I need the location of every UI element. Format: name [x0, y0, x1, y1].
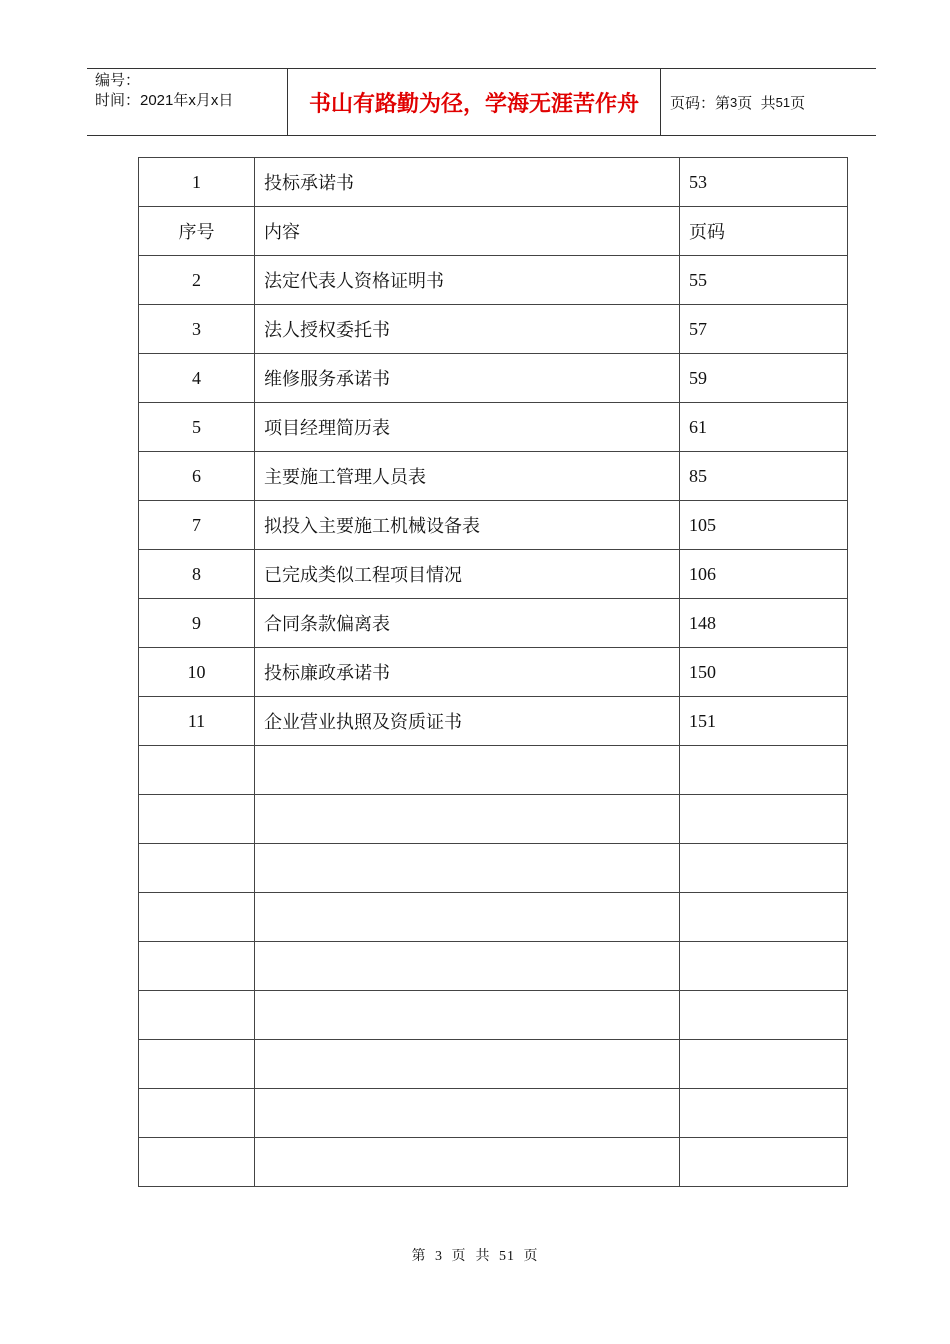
table-row: [139, 1040, 848, 1089]
row-page-cell: [680, 844, 848, 893]
row-number-cell: [139, 795, 255, 844]
row-content-cell: 主要施工管理人员表: [255, 452, 680, 501]
time-label: 时间：2021年x月x日: [95, 92, 234, 109]
page-prefix: 页码：第: [670, 94, 731, 112]
row-content-cell: [255, 1040, 680, 1089]
table-row: [139, 305, 848, 354]
table-row: [139, 942, 848, 991]
row-number-cell: [139, 942, 255, 991]
table-row: [139, 697, 848, 746]
table-row: [139, 1089, 848, 1138]
row-number-cell: 2: [139, 256, 255, 305]
row-page-cell: 59: [680, 354, 848, 403]
row-number-cell: [139, 844, 255, 893]
row-number-cell: [139, 746, 255, 795]
table-row: [139, 550, 848, 599]
footer-current: 3: [435, 1249, 443, 1264]
header-meta: [87, 69, 288, 135]
header-page-info: [661, 69, 876, 135]
table-row: [139, 354, 848, 403]
row-number-cell: [139, 991, 255, 1040]
row-number-cell: 4: [139, 354, 255, 403]
page-footer: [0, 1245, 950, 1265]
row-number-cell: 1: [139, 158, 255, 207]
table-row: [139, 207, 848, 256]
footer-suffix: 页: [523, 1249, 539, 1264]
row-page-cell: [680, 746, 848, 795]
row-page-cell: 106: [680, 550, 848, 599]
row-number-cell: 3: [139, 305, 255, 354]
row-content-cell: 投标廉政承诺书: [255, 648, 680, 697]
row-number-cell: 7: [139, 501, 255, 550]
row-number-cell: 11: [139, 697, 255, 746]
code-label: 编号：: [95, 72, 141, 89]
table-row: [139, 403, 848, 452]
contents-table-body: [139, 158, 848, 1187]
row-number-cell: 9: [139, 599, 255, 648]
row-page-cell: 150: [680, 648, 848, 697]
row-content-cell: [255, 1138, 680, 1187]
row-content-cell: [255, 893, 680, 942]
row-page-cell: 85: [680, 452, 848, 501]
row-content-cell: [255, 1089, 680, 1138]
table-row: [139, 795, 848, 844]
row-number-cell: 10: [139, 648, 255, 697]
row-content-cell: [255, 844, 680, 893]
footer-prefix: 第: [411, 1249, 427, 1264]
row-page-cell: [680, 893, 848, 942]
header-motto: 书山有路勤为径，学海无涯苦作舟: [288, 69, 661, 135]
table-row: [139, 501, 848, 550]
table-row: [139, 991, 848, 1040]
table-row: [139, 1138, 848, 1187]
page-current: 3: [730, 94, 738, 110]
row-page-cell: 55: [680, 256, 848, 305]
row-content-cell: 已完成类似工程项目情况: [255, 550, 680, 599]
row-page-cell: 53: [680, 158, 848, 207]
row-page-cell: [680, 1138, 848, 1187]
contents-table: [138, 157, 848, 1187]
row-content-cell: 合同条款偏离表: [255, 599, 680, 648]
page-total: 51: [775, 94, 791, 110]
page-suffix: 页: [790, 94, 806, 112]
table-row: [139, 599, 848, 648]
footer-mid: 页 共: [451, 1249, 491, 1264]
row-number-cell: [139, 893, 255, 942]
row-number-cell: 6: [139, 452, 255, 501]
row-content-cell: 维修服务承诺书: [255, 354, 680, 403]
row-content-cell: [255, 795, 680, 844]
row-number-cell: [139, 1040, 255, 1089]
row-number-cell: 5: [139, 403, 255, 452]
row-page-cell: 61: [680, 403, 848, 452]
row-number-cell: 序号: [139, 207, 255, 256]
table-row: [139, 893, 848, 942]
row-number-cell: 8: [139, 550, 255, 599]
table-row: [139, 844, 848, 893]
row-content-cell: [255, 746, 680, 795]
row-content-cell: 投标承诺书: [255, 158, 680, 207]
row-content-cell: 法人授权委托书: [255, 305, 680, 354]
row-page-cell: 页码: [680, 207, 848, 256]
table-row: [139, 452, 848, 501]
table-row: [139, 256, 848, 305]
row-page-cell: [680, 795, 848, 844]
page-mid: 页 共: [737, 94, 776, 112]
row-page-cell: [680, 942, 848, 991]
row-page-cell: 151: [680, 697, 848, 746]
row-content-cell: 项目经理简历表: [255, 403, 680, 452]
table-row: [139, 648, 848, 697]
page-header: [87, 68, 876, 136]
row-page-cell: [680, 1089, 848, 1138]
row-number-cell: [139, 1138, 255, 1187]
row-content-cell: [255, 991, 680, 1040]
row-content-cell: [255, 942, 680, 991]
row-content-cell: 内容: [255, 207, 680, 256]
table-row: [139, 746, 848, 795]
row-number-cell: [139, 1089, 255, 1138]
row-content-cell: 企业营业执照及资质证书: [255, 697, 680, 746]
row-content-cell: 拟投入主要施工机械设备表: [255, 501, 680, 550]
table-row: [139, 158, 848, 207]
row-content-cell: 法定代表人资格证明书: [255, 256, 680, 305]
row-page-cell: 148: [680, 599, 848, 648]
row-page-cell: 105: [680, 501, 848, 550]
row-page-cell: 57: [680, 305, 848, 354]
row-page-cell: [680, 1040, 848, 1089]
footer-total: 51: [499, 1249, 515, 1264]
row-page-cell: [680, 991, 848, 1040]
